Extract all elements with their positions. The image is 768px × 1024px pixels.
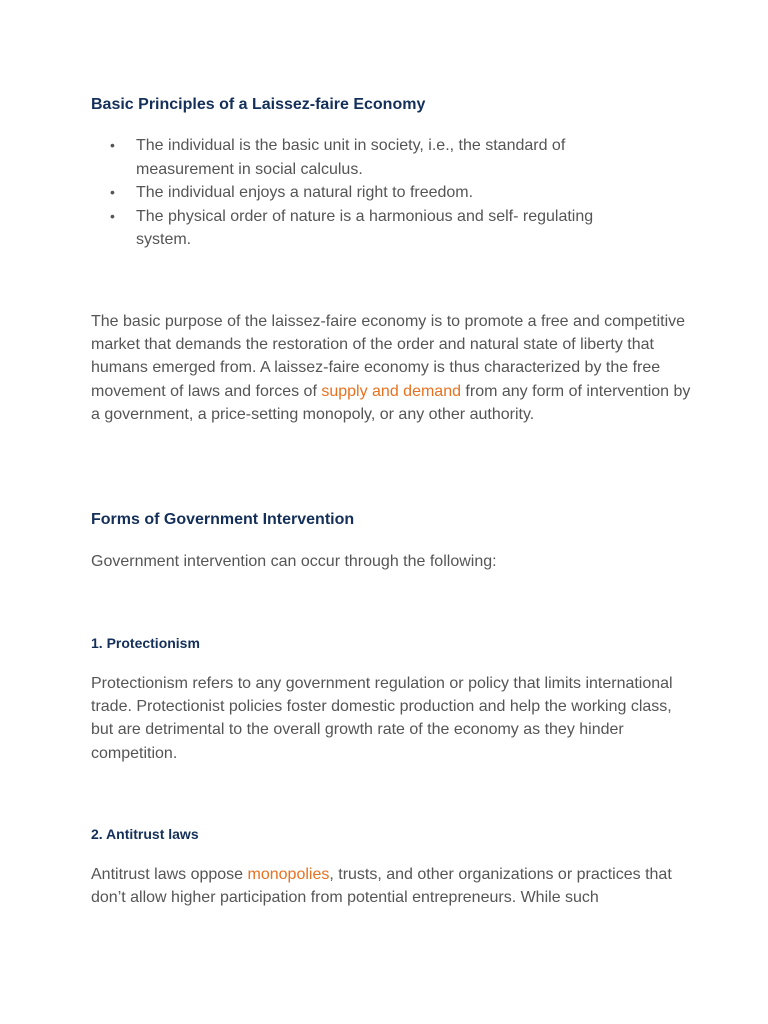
laissez-faire-purpose-paragraph (91, 310, 691, 426)
paragraph-text: The basic purpose of the laissez-faire economy is to promote a free and competitive market that demands the restoration of the order and natural state of liberty that humans emerged from. A laissez-faire economy is thus characterized by the free movement of laws and forces of (91, 313, 686, 400)
bullet-marker: • (110, 184, 115, 200)
protectionism-paragraph: Protectionism refers to any government regulation or policy that limits international trade. Protectionist policies foster domestic production and help the working class, but are detrimental to the overall growth rate of the economy as they hinder competition. (91, 675, 673, 762)
subheading-antitrust-laws: 2. Antitrust laws (91, 826, 199, 842)
list-item-text: The individual enjoys a natural right to freedom. (136, 184, 474, 201)
bullet-marker: • (110, 137, 115, 153)
list-item (110, 134, 630, 181)
principles-list (110, 134, 630, 252)
list-item (110, 181, 630, 205)
paragraph-text: from any form of intervention by a government, a price-setting monopoly, or any other authority. (91, 382, 691, 423)
supply-and-demand-link[interactable]: supply and demand (321, 382, 461, 400)
section-heading-government-intervention: Forms of Government Intervention (91, 511, 355, 528)
intervention-intro-paragraph: Government intervention can occur through the following: (91, 553, 497, 570)
list-item-text: The physical order of nature is a harmonious and self- regulating system. (136, 207, 594, 248)
paragraph-text: Antitrust laws oppose (91, 866, 248, 883)
monopolies-link[interactable]: monopolies (247, 866, 330, 883)
paragraph-text: , trusts, and other organizations or practices that don’t allow higher participation from potential entrepreneurs. While such (91, 866, 672, 907)
antitrust-paragraph (91, 863, 691, 909)
section-heading-basic-principles: Basic Principles of a Laissez-faire Economy (91, 96, 426, 113)
subheading-protectionism: 1. Protectionism (91, 635, 200, 651)
list-item (110, 205, 630, 252)
list-item-text: The individual is the basic unit in society, i.e., the standard of measurement in social calculus. (136, 137, 566, 178)
bullet-marker: • (110, 207, 115, 224)
